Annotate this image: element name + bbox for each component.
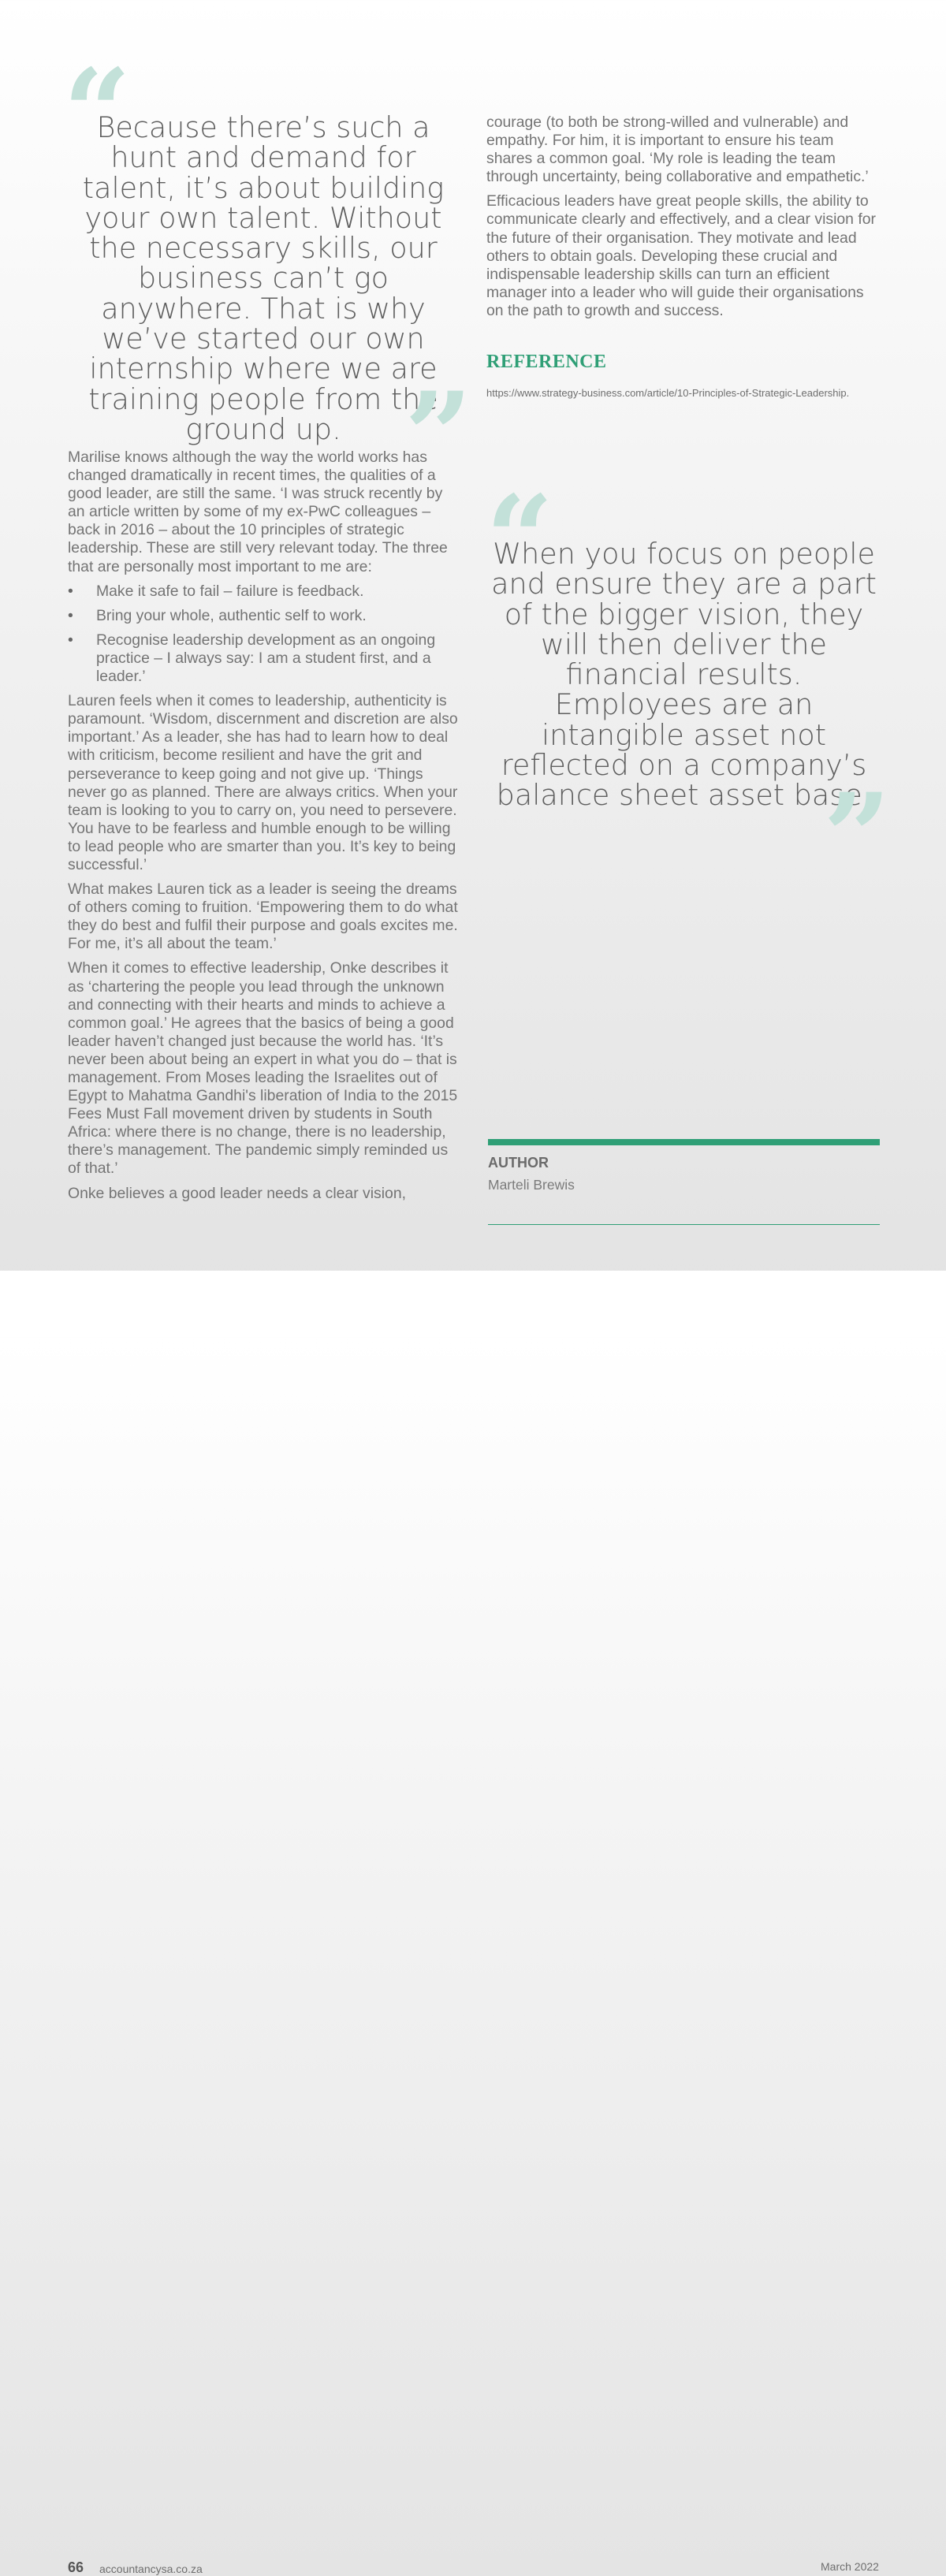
principles-list bbox=[68, 583, 462, 686]
left-column bbox=[68, 449, 462, 1209]
close-quote-icon: ” bbox=[823, 768, 892, 906]
site-url[interactable]: accountancysa.co.za bbox=[99, 2563, 203, 2575]
close-quote-icon: ” bbox=[404, 367, 473, 505]
page-footer bbox=[0, 1271, 946, 2575]
issue-date: March 2022 bbox=[821, 2560, 879, 2573]
paragraph: When it comes to effective leadership, Onke describes it as ‘chartering the people you lead through the unknown and connecting with their hearts and minds to achieve a common goal.’ He agrees that the basics of being a good leader haven’t changed just because the world has. ‘It’s never been about being an expert in what you do – that is management. From Moses leading the Israelites out of Egypt to Mahatma Gandhi's liberation of India to the 2015 Fees Must Fall movement driven by students in South Africa: where there is no change, there is no leadership, there’s management. The pandemic simply reminded us of that.’ bbox=[68, 959, 458, 1178]
list-item: • Bring your whole, authentic self to work. bbox=[68, 607, 462, 625]
paragraph: Lauren feels when it comes to leadership, authenticity is paramount. ‘Wisdom, discernment and discretion are also important.’ As a leader, she has had to learn how to deal with criticism, become resilient and have the grit and perseverance to keep going and not give up. ‘Things never go as planned. There are always critics. When your team is looking to you to carry on, you need to persevere. You have to be fearless and humble enough to be willing to lead people who are smarter than you. It’s key to being successful.’ bbox=[68, 692, 458, 873]
open-quote-icon: “ bbox=[486, 470, 554, 609]
author-label: AUTHOR bbox=[488, 1155, 549, 1171]
right-column bbox=[486, 114, 881, 326]
author-name: Marteli Brewis bbox=[488, 1177, 575, 1193]
page-number: 66 bbox=[68, 2559, 84, 2575]
list-item: • Recognise leadership development as an ongoing practice – I always say: I am a student first, and a leader.’ bbox=[68, 631, 462, 686]
reference-heading: REFERENCE bbox=[486, 352, 607, 372]
author-divider-bottom bbox=[488, 1224, 880, 1225]
paragraph: Efficacious leaders have great people skills, the ability to communicate clearly and effectively, and a clear vision for the future of their organisation. They motivate and lead others to obtain goals. Developing these crucial and indispensable leadership skills can turn an efficient manager into a leader who will guide their organisations on the path to growth and success. bbox=[486, 192, 876, 319]
paragraph: Onke believes a good leader needs a clear vision, bbox=[68, 1184, 407, 1202]
paragraph: What makes Lauren tick as a leader is seeing the dreams of others coming to fruition. ‘Empowering them to do what they do best and fulfil their purpose and goals excites me. For me, it’s all about the team.’ bbox=[68, 880, 458, 953]
article-page bbox=[0, 0, 946, 1271]
paragraph: courage (to both be strong-willed and vulnerable) and empathy. For him, it is important to ensure his team shares a common goal. ‘My role is leading the team through uncertainty, being collaborative and empathetic.’ bbox=[486, 114, 869, 186]
paragraph: Marilise knows although the way the world works has changed dramatically in recent times, the qualities of a good leader, are still the same. ‘I was struck recently by an article written by some of my ex-PwC colleagues – back in 2016 – about the 10 principles of strategic leadership. These are still very relevant today. The three that are personally most important to me are: bbox=[68, 449, 448, 575]
author-divider-top bbox=[488, 1139, 880, 1145]
pull-quote-2: When you focus on people and ensure they are a part of the bigger vision, they will then deliver the financial results. Employees are an intangible asset not reflected on a company’s balance sheet asset base. bbox=[491, 537, 877, 813]
reference-link[interactable]: https://www.strategy-business.com/article/10-Principles-of-Strategic-Leadership. bbox=[486, 387, 850, 399]
open-quote-icon: “ bbox=[63, 43, 132, 182]
list-item: • Make it safe to fail – failure is feedback. bbox=[68, 583, 462, 601]
pull-quote-1: Because there’s such a hunt and demand for talent, it’s about building your own talent. Without the necessary skills, our business can’t go anywhere. That is why we’ve started our own internship where we are training people from the ground up. bbox=[82, 110, 445, 446]
